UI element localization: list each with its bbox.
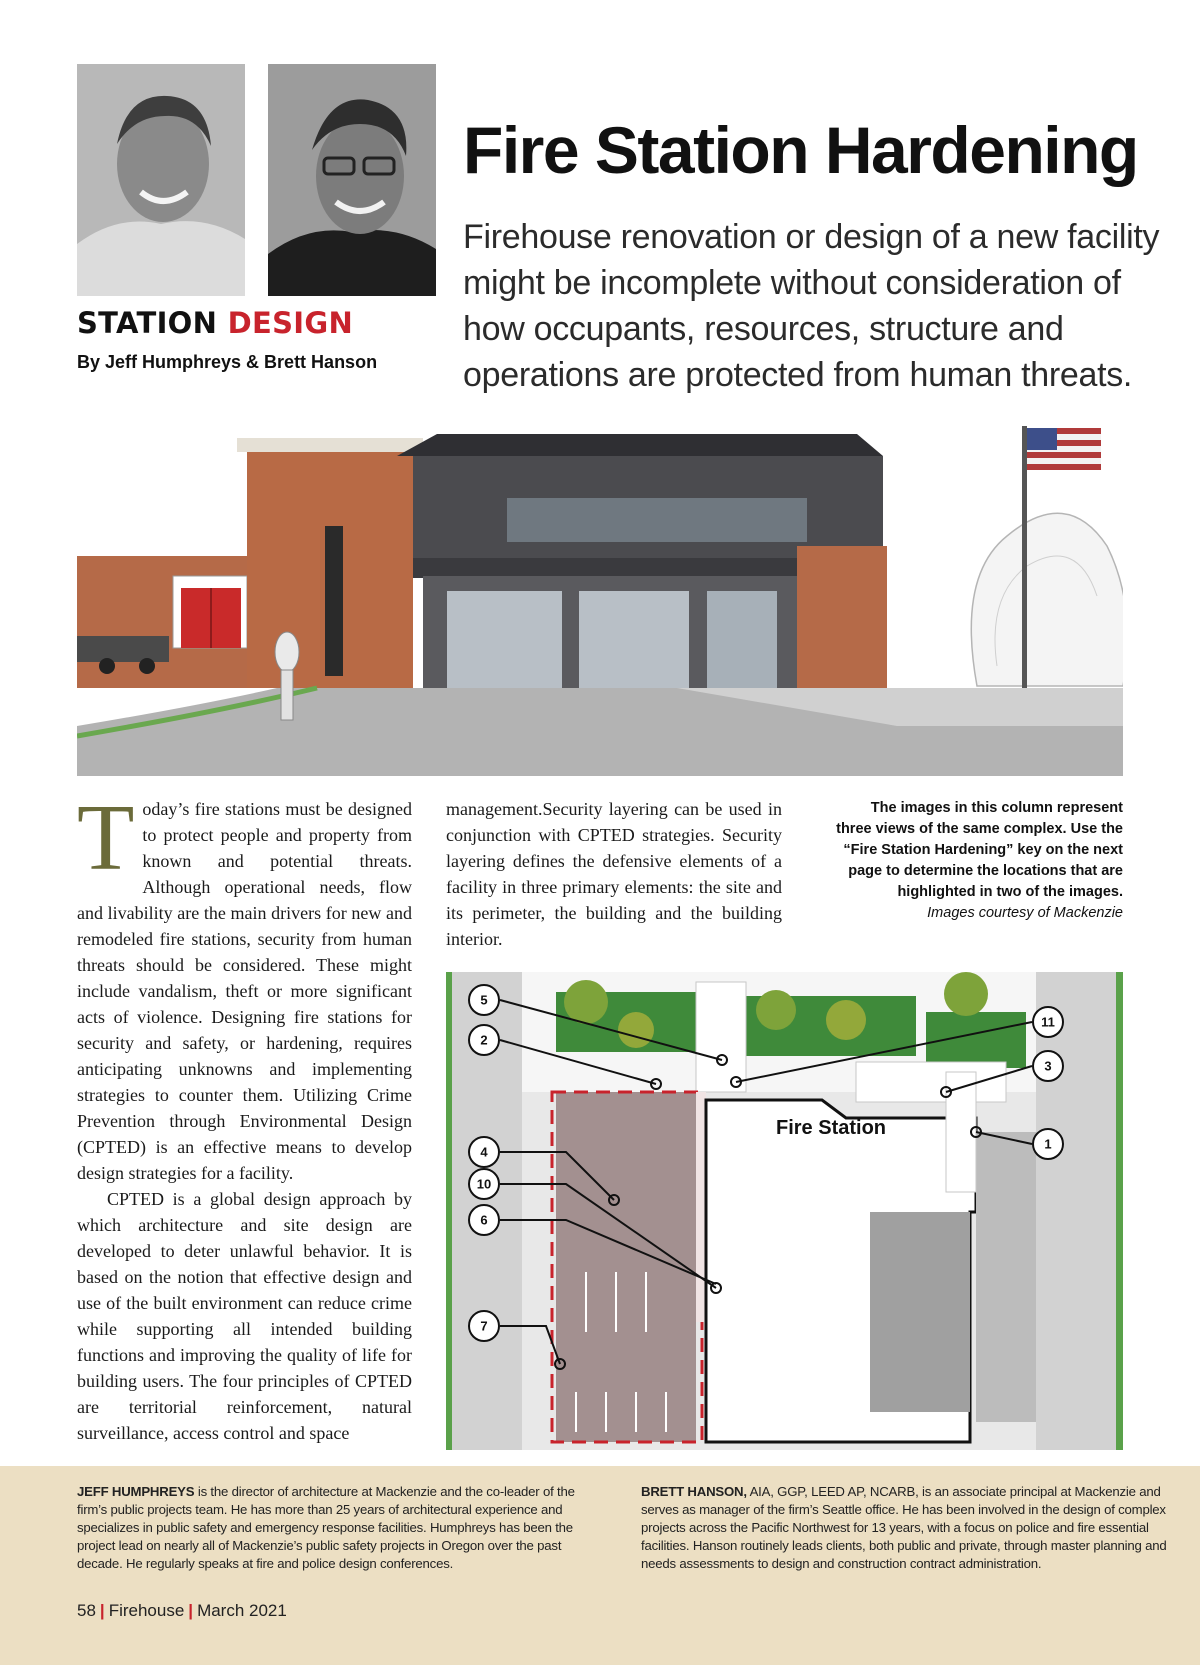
- bio-text-hanson: AIA, GGP, LEED AP, NCARB, is an associate principal at Mackenzie and serves as manager of the firm’s Seattle office. He has been involved in the design of complex projects across the Pacific Northwest for 13 years, with a focus on police and fire essential facilities. Hanson routinely leads clients, both public and private, through master planning and needs assessments to design and construction contract administration.: [641, 1484, 1167, 1571]
- marker-2: 2: [480, 1032, 488, 1048]
- marker-10: 10: [476, 1176, 492, 1192]
- author-photo-jeff-humphreys: [77, 64, 245, 296]
- image-caption: [836, 798, 1123, 924]
- article-headline: Fire Station Hardening: [463, 113, 1138, 187]
- article-deck: Firehouse renovation or design of a new facility might be incomplete without consideration of how occupants, resources, structure and operations are protected from human threats.: [463, 218, 1160, 394]
- body-paragraph-1: oday’s fire stations must be designed to protect people and property from known and potential threats. Although operational needs, flow and livability are the main drivers for new and remodeled fire stations, security from human threats should be considered. These might include vandalism, theft or more significant acts of violence. Designing fire stations for security and safety, or hardening, requires anticipating unknowns and implementing strategies to counter them. Utilizing Crime Prevention through Environmental Design (CPTED) is an effective means to develop design strategies for a facility.: [77, 799, 412, 1183]
- marker-3: 3: [1044, 1058, 1052, 1074]
- caption-text: The images in this column represent three views of the same complex. Use the “Fire Station Hardening” key on the next page to determine the locations that are highlighted in two of the images.: [836, 800, 1123, 900]
- byline: By Jeff Humphreys & Brett Hanson: [77, 352, 378, 372]
- drop-cap: T: [77, 796, 135, 890]
- marker-7: 7: [480, 1318, 488, 1334]
- fire-station-rendering: [77, 426, 1123, 776]
- body-column-2: [446, 796, 782, 952]
- folio-separator-1: |: [99, 1601, 105, 1620]
- author-photo-brett-hanson: [268, 64, 436, 296]
- marker-1: 1: [1044, 1136, 1052, 1152]
- body-paragraph-2: CPTED is a global design approach by which architecture and site design are developed to deter unlawful behavior. It is based on the notion that effective design and use of the built environment can reduce crime while supporting all intended building functions and improving the quality of life for building users. The four principles of CPTED are territorial reinforcement, natural surveillance, access control and space: [77, 1189, 412, 1443]
- publication-name: Firehouse: [108, 1601, 185, 1620]
- author-bio-humphreys: [77, 1483, 603, 1573]
- kicker-station: STATION: [77, 306, 218, 340]
- page-folio: [77, 1601, 287, 1621]
- site-plan-diagram: [446, 972, 1123, 1450]
- marker-4: 4: [480, 1144, 488, 1160]
- body-paragraph-3: management.Security layering can be used in conjunction with CPTED strategies. Security layering defines the defensive elements of a facility in three primary elements: the site and its perimeter, the building and the building interior.: [446, 799, 782, 949]
- page-number: 58: [77, 1601, 96, 1620]
- caption-credit: Images courtesy of Mackenzie: [927, 905, 1123, 921]
- author-bios-band: [0, 1466, 1200, 1665]
- marker-6: 6: [480, 1212, 488, 1228]
- building-label: Fire Station: [776, 1117, 887, 1139]
- folio-separator-2: |: [188, 1601, 194, 1620]
- bio-name-hanson: BRETT HANSON,: [641, 1484, 747, 1499]
- body-column-1: [77, 796, 412, 1444]
- section-kicker: [77, 306, 353, 340]
- kicker-design: DESIGN: [227, 306, 354, 340]
- bio-name-humphreys: JEFF HUMPHREYS: [77, 1484, 195, 1499]
- issue-date: March 2021: [197, 1601, 287, 1620]
- marker-5: 5: [480, 992, 488, 1008]
- marker-11: 11: [1041, 1014, 1055, 1030]
- bio-text-humphreys: is the director of architecture at Mackenzie and the co-leader of the firm’s public projects team. He has more than 25 years of architectural experience and specializes in public safety and emergency response facilities. Humphreys has been the project lead on nearly all of Mackenzie’s public safety projects in Oregon over the past decade. He regularly speaks at fire and police design conferences.: [77, 1484, 575, 1571]
- author-bio-hanson: [641, 1483, 1167, 1573]
